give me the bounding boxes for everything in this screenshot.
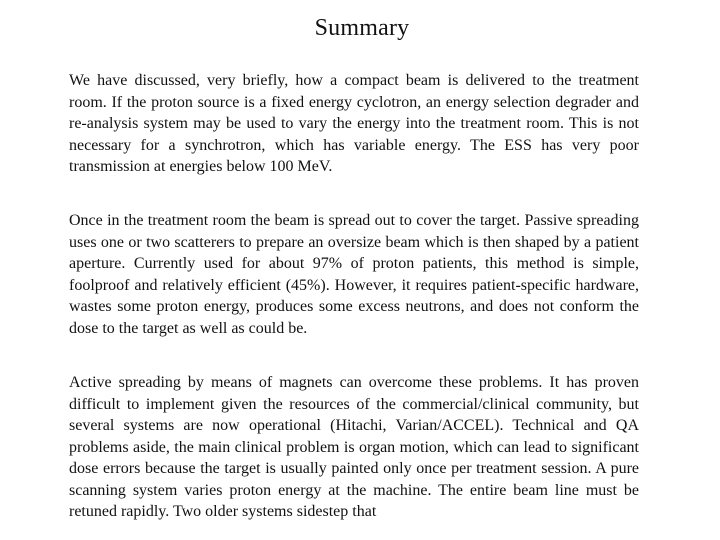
page-title: Summary: [314, 15, 410, 41]
paragraph-beam-delivery: We have discussed, very briefly, how a compact beam is delivered to the treatment room. If the proton source is a fixed energy cyclotron, an energy selection degrader and re-analysis system may be used to vary the energy into the treatment room. This is not necessary for a synchrotron, which has variable energy. The ESS has very poor transmission at energies below 100 MeV.: [69, 72, 639, 175]
paragraph-passive-spreading: Once in the treatment room the beam is spread out to cover the target. Passive spreading uses one or two scatterers to prepare an oversize beam which is then shaped by a patient aperture. Currently used for about 97% of proton patients, this method is simple, foolproof and relatively efficient (45%). However, it requires patient-specific hardware, wastes some proton energy, produces some excess neutrons, and does not conform the dose to the target as well as could be.: [69, 212, 639, 337]
paragraph-active-spreading: Active spreading by means of magnets can overcome these problems. It has proven difficult to implement given the resources of the commercial/clinical community, but several systems are now operational (Hitachi, Varian/ACCEL). Technical and QA problems aside, the main clinical problem is organ motion, which can lead to significant dose errors because the target is usually painted only once per treatment session. A pure scanning system varies proton energy at the machine. The entire beam line must be retuned rapidly. Two older systems sidestep that: [69, 374, 639, 520]
